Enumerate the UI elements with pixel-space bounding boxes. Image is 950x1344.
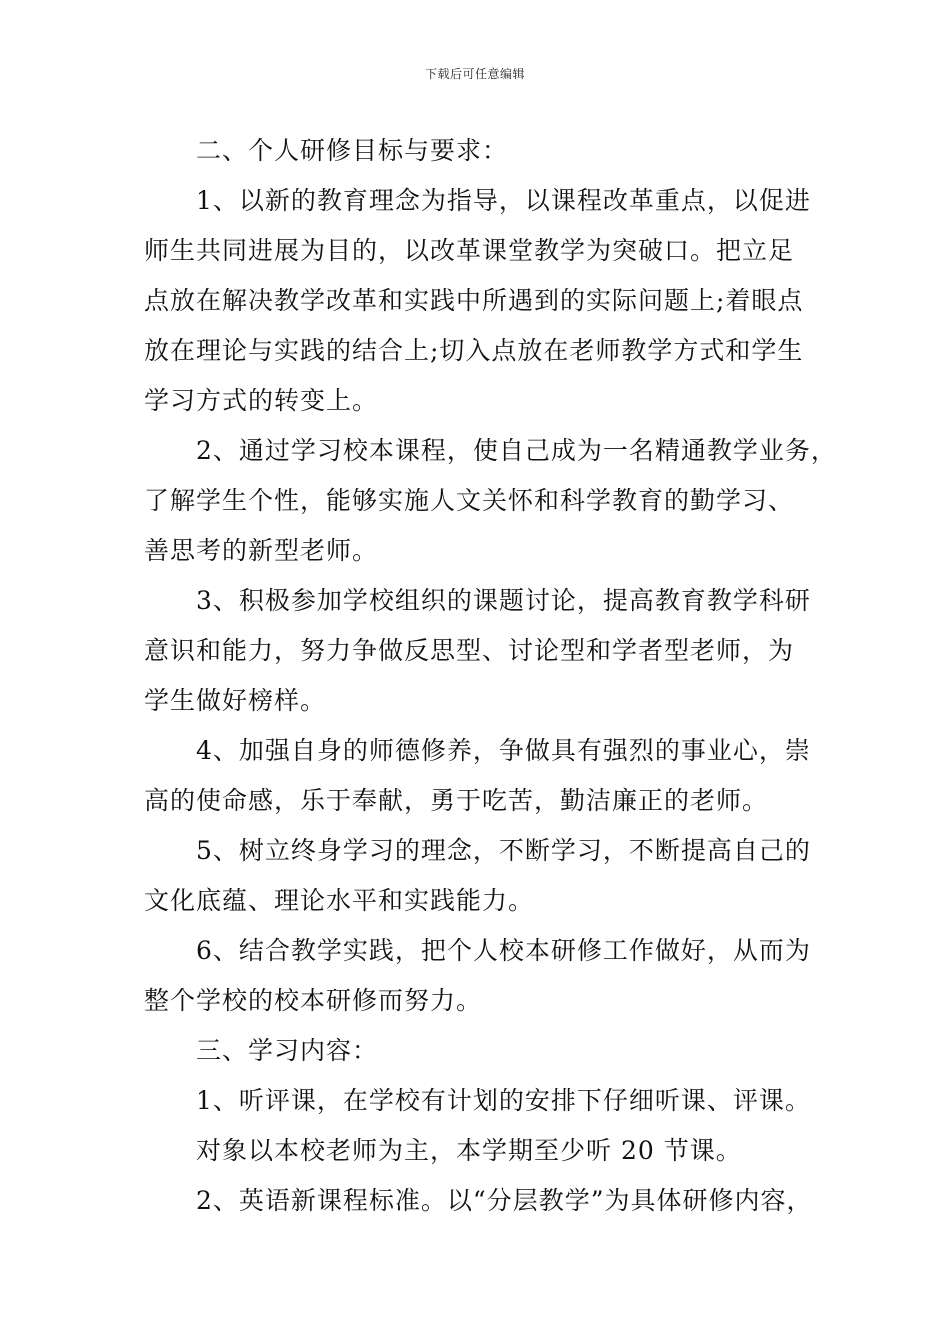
page-header: 下载后可任意编辑 [424,67,525,81]
text-line: 学生做好榜样。 [144,686,327,715]
text-line: 2、通过学习校本课程，使自己成为一名精通教学业务， [196,436,837,465]
text-line: 点放在解决教学改革和实践中所遇到的实际问题上;着眼点 [144,286,804,315]
section-heading: 三、学习内容： [196,1036,379,1065]
text-line: 学习方式的转变上。 [144,386,379,415]
text-line: 整个学校的校本研修而努力。 [144,986,483,1015]
section-heading: 二、个人研修目标与要求： [196,136,509,165]
text-line: 4、加强自身的师德修养，争做具有强烈的事业心，崇 [196,736,811,765]
text-line: 高的使命感，乐于奉献，勇于吃苦，勤洁廉正的老师。 [144,786,769,815]
text-line: 5、树立终身学习的理念，不断学习，不断提高自己的 [196,836,811,865]
text-line: 文化底蕴、理论水平和实践能力。 [144,886,535,915]
text-line: 对象以本校老师为主，本学期至少听 20 节课。 [196,1136,742,1165]
text-line: 1、以新的教育理念为指导，以课程改革重点，以促进 [196,186,811,215]
document-body [144,126,837,1226]
text-line: 6、结合教学实践，把个人校本研修工作做好，从而为 [196,936,811,965]
text-line: 善思考的新型老师。 [144,536,379,565]
text-line: 1、听评课，在学校有计划的安排下仔细听课、评课。 [196,1086,811,1115]
text-line: 师生共同进展为目的，以改革课堂教学为突破口。把立足 [144,236,795,265]
text-line: 3、积极参加学校组织的课题讨论，提高教育教学科研 [196,586,811,615]
text-line: 2、英语新课程标准。以“分层教学”为具体研修内容， [196,1186,813,1215]
text-line: 放在理论与实践的结合上;切入点放在老师教学方式和学生 [144,336,804,365]
text-line: 了解学生个性，能够实施人文关怀和科学教育的勤学习、 [144,486,795,515]
text-line: 意识和能力，努力争做反思型、讨论型和学者型老师，为 [144,636,795,665]
